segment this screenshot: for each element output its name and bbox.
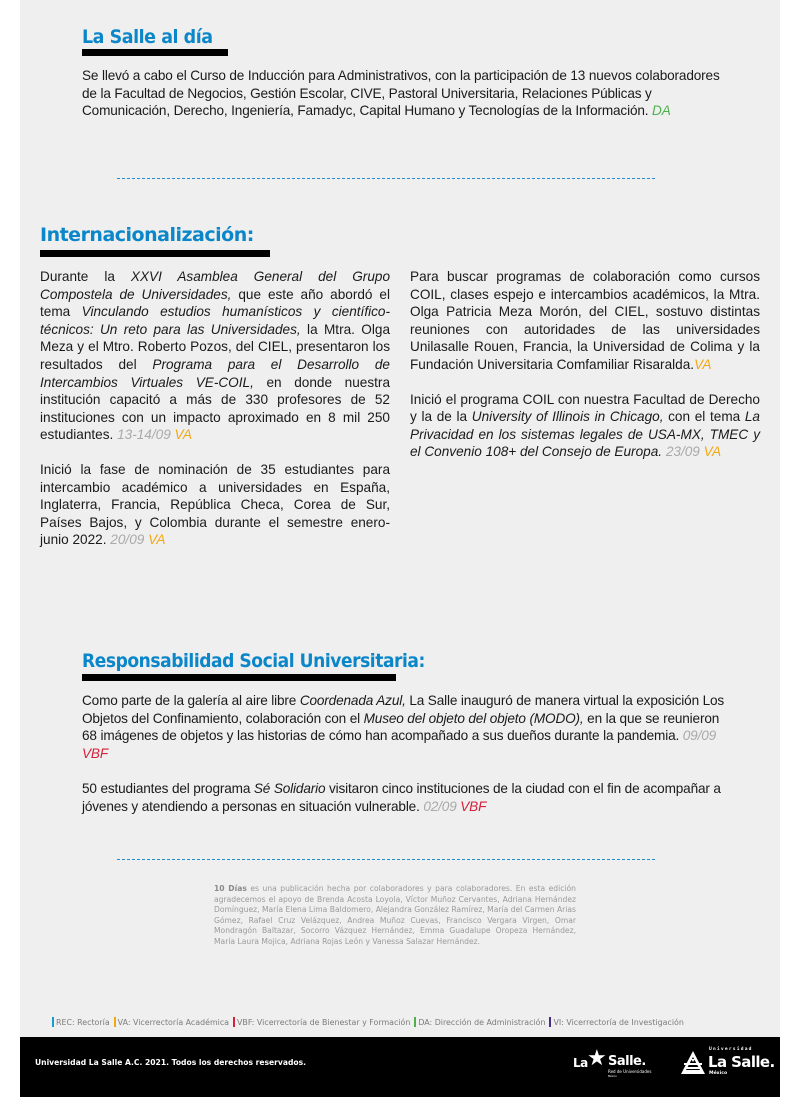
title-underline	[82, 674, 396, 681]
logo-red-universidades: La ★ Salle. Red de Universidades México	[573, 1045, 652, 1078]
publication-name: 10 Días	[214, 884, 247, 893]
dashed-divider	[117, 178, 655, 179]
legend-item-vbf: VBF: Vicerrectoría de Bienestar y Formación	[233, 1017, 410, 1027]
source-tag-va: VA	[703, 444, 722, 460]
lasalle-emblem-icon	[680, 1050, 706, 1076]
acronym-legend	[52, 1017, 772, 1027]
news-date: 13-14/09	[117, 427, 175, 443]
source-tag-va: VA	[694, 356, 712, 372]
intl-left-column	[40, 268, 390, 549]
source-tag-vbf: VBF	[82, 745, 108, 761]
legend-swatch	[233, 1017, 235, 1027]
intl-news-item: Inició el programa COIL con nuestra Facultad de Derecho y la de la University of Illinois in Chicago, con el tema La Privacidad en los sistemas legales de USA-MX, TMEC y el Convenio 108+ del Consejo de Europa. 23/09 VA	[410, 391, 760, 460]
intl-news-item: Para buscar programas de colaboración como cursos COIL, clases espejo e intercambios académicos, la Mtra. Olga Patricia Meza Morón, del CIEL, sostuvo distintas reuniones con autoridades de las universidades Unilasalle Rouen, Francia, la Universidad de Colima y la Fundación Universitaria Comfamiliar Risaralda.VA	[410, 269, 760, 372]
section-title-la-salle-al-dia: La Salle al día	[82, 26, 213, 48]
rsu-news-item: 50 estudiantes del programa Sé Solidario visitaron cinco instituciones de la ciudad con el fin de acompañar a jóvenes y atendiendo a personas en situación vulnerable. 02/09 VBF	[82, 781, 721, 814]
title-underline	[40, 250, 270, 257]
copyright-text: Universidad La Salle A.C. 2021. Todos los derechos reservados.	[35, 1058, 307, 1067]
legend-swatch	[52, 1017, 54, 1027]
star-icon: ★	[587, 1045, 607, 1070]
source-tag-va: VA	[174, 427, 192, 443]
news-date: 02/09	[423, 798, 461, 814]
dashed-divider	[117, 859, 655, 860]
source-tag-da: DA	[652, 103, 671, 119]
legend-swatch	[114, 1017, 116, 1027]
paragraph-la-salle-al-dia: Se llevó a cabo el Curso de Inducción para Administrativos, con la participación de 13 nuevos colaboradores de la Facultad de Negocios, Gestión Escolar, CIVE, Pastoral Universitaria, Relaciones Públicas y Comunicación, Derecho, Ingeniería, Famadyc, Capital Humano y Tecnologías de la Información. DA	[82, 68, 720, 119]
legend-item-vi: VI: Vicerrectoría de Investigación	[549, 1017, 683, 1027]
credits-note: 10 Días es una publicación hecha por colaboradores y para colaboradores. En esta edición agradecemos el apoyo de Brenda Acosta Loyola, Víctor Muñoz Cervantes, Adriana Hernández Domínguez, María Elena Lima Baldomero, Alejandra González Ramírez, María del Carmen Arias Gómez, Rafael Cruz Velázquez, Andrea Muñoz Cuevas, Francisco Vergara Virgen, Omar Mondragón Baltazar, Socorro Vázquez Hernández, Emma Guadalupe Oropeza Hernández, María Laura Mojica, Adriana Rojas León y Vanessa Salazar Hernández.	[214, 884, 576, 946]
legend-item-va: VA: Vicerrectoría Académica	[114, 1017, 229, 1027]
rsu-news-item: Como parte de la galería al aire libre Coordenada Azul, La Salle inauguró de manera virtual la exposición Los Objetos del Confinamiento, colaboración con el Museo del objeto del objeto (MODO), en la que se reunieron 68 imágenes de objetos y las historias de cómo han acompañado a sus dueños durante la pandemia. 09/09 VBF	[82, 693, 725, 761]
news-date: 09/09	[682, 728, 717, 744]
source-tag-va: VA	[148, 532, 166, 548]
newsletter-page	[20, 0, 780, 1037]
rsu-body	[82, 692, 732, 816]
title-underline	[82, 49, 228, 56]
logo-universidad-la-salle-mexico: Universidad La Salle. México	[680, 1046, 770, 1082]
legend-swatch	[414, 1017, 416, 1027]
section-title-internacionalizacion: Internacionalización:	[40, 224, 254, 246]
legend-item-da: DA: Dirección de Administración	[414, 1017, 545, 1027]
intl-right-column	[410, 268, 760, 461]
news-date: 20/09	[110, 532, 149, 548]
intl-news-item: Durante la XXVI Asamblea General del Grupo Compostela de Universidades, que este año abordó el tema Vinculando estudios humanísticos y científico-técnicos: Un reto para las Universidades, la Mtra. Olga Meza y el Mtro. Roberto Pozos, del CIEL, presentaron los resultados del Programa para el Desarrollo de Intercambios Virtuales VE-COIL, en donde nuestra institución capacitó a más de 330 profesores de 52 instituciones con un impacto aproximado en 8 mil 250 estudiantes. 13-14/09 VA	[40, 269, 391, 443]
news-date: 23/09	[665, 444, 704, 460]
section-title-rsu: Responsabilidad Social Universitaria:	[82, 650, 425, 672]
legend-item-rec: REC: Rectoría	[52, 1017, 110, 1027]
footer	[20, 1037, 780, 1097]
source-tag-vbf: VBF	[460, 798, 487, 814]
intl-news-item: Inició la fase de nominación de 35 estudiantes para intercambio académico a universidades en España, Inglaterra, Francia, República Checa, Corea de Sur, Países Bajos, y Colombia durante el semestre enero-junio 2022. 20/09 VA	[40, 461, 390, 548]
legend-swatch	[549, 1017, 551, 1027]
